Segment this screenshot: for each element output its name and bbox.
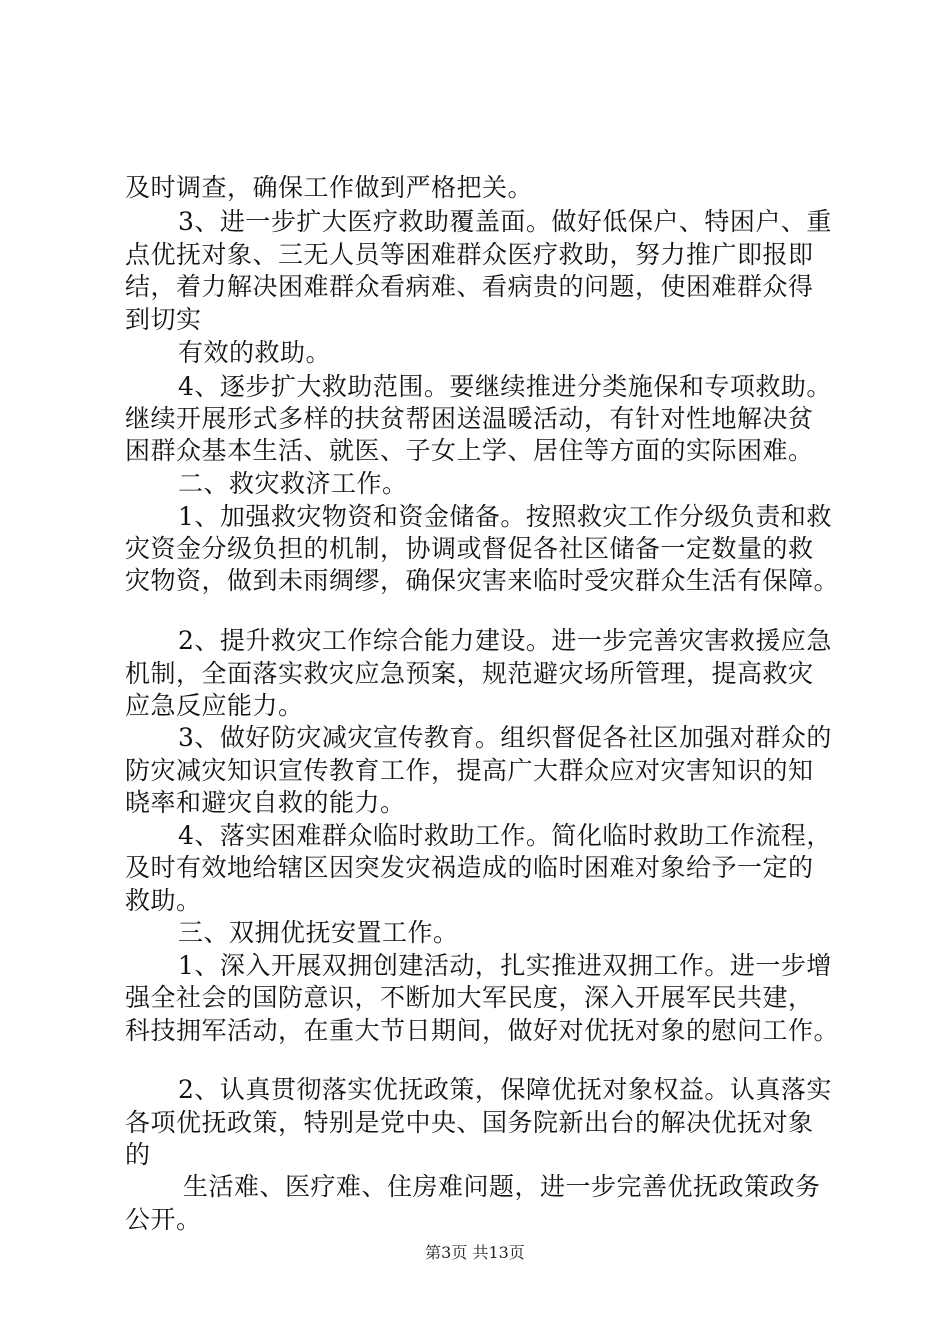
text-line: 3、做好防灾减灾宣传教育。组织督促各社区加强对群众的 bbox=[178, 723, 832, 752]
text-line: 继续开展形式多样的扶贫帮困送温暖活动，有针对性地解决贫 bbox=[125, 404, 814, 433]
text-line: 1、深入开展双拥创建活动，扎实推进双拥工作。进一步增 bbox=[178, 951, 832, 980]
text-line: 灾资金分级负担的机制，协调或督促各社区储备一定数量的救 bbox=[125, 534, 814, 563]
text-line: 3、进一步扩大医疗救助覆盖面。做好低保户、特困户、重 bbox=[178, 207, 832, 236]
text-line: 到切实 bbox=[125, 305, 202, 334]
text-line: 4、逐步扩大救助范围。要继续推进分类施保和专项救助。 bbox=[178, 372, 832, 401]
text-line: 困群众基本生活、就医、子女上学、居住等方面的实际困难。 bbox=[125, 436, 814, 465]
section-heading: 三、双拥优抚安置工作。 bbox=[178, 918, 459, 947]
text-line: 生活难、医疗难、住房难问题，进一步完善优抚政策政务 bbox=[183, 1172, 821, 1201]
text-line: 应急反应能力。 bbox=[125, 691, 304, 720]
text-line: 各项优抚政策，特别是党中央、国务院新出台的解决优抚对象 bbox=[125, 1108, 814, 1137]
section-heading: 二、救灾救济工作。 bbox=[178, 469, 408, 498]
text-line: 点优抚对象、三无人员等困难群众医疗救助，努力推广即报即 bbox=[125, 240, 814, 269]
text-line: 灾物资，做到未雨绸缪，确保灾害来临时受灾群众生活有保障。 bbox=[125, 566, 840, 595]
page-footer: 第3页 共13页 bbox=[425, 1243, 525, 1262]
text-line: 2、提升救灾工作综合能力建设。进一步完善灾害救援应急 bbox=[178, 626, 832, 655]
text-line: 有效的救助。 bbox=[178, 338, 332, 367]
text-line: 1、加强救灾物资和资金储备。按照救灾工作分级负责和救 bbox=[178, 502, 832, 531]
text-line: 防灾减灾知识宣传教育工作，提高广大群众应对灾害知识的知 bbox=[125, 756, 814, 785]
text-line: 晓率和避灾自救的能力。 bbox=[125, 788, 406, 817]
text-line: 公开。 bbox=[125, 1205, 202, 1234]
text-line: 结，着力解决困难群众看病难、看病贵的问题，使困难群众得 bbox=[125, 272, 814, 301]
text-line: 科技拥军活动，在重大节日期间，做好对优抚对象的慰问工作。 bbox=[125, 1016, 840, 1045]
text-line: 2、认真贯彻落实优抚政策，保障优抚对象权益。认真落实 bbox=[178, 1075, 832, 1104]
text-line: 救助。 bbox=[125, 886, 202, 915]
text-line: 及时调查，确保工作做到严格把关。 bbox=[125, 173, 534, 202]
text-line: 强全社会的国防意识，不断加大军民度，深入开展军民共建， bbox=[125, 983, 814, 1012]
text-line: 4、落实困难群众临时救助工作。简化临时救助工作流程， bbox=[178, 821, 832, 850]
text-line: 机制，全面落实救灾应急预案，规范避灾场所管理，提高救灾 bbox=[125, 659, 814, 688]
text-line: 的 bbox=[125, 1140, 151, 1169]
text-line: 及时有效地给辖区因突发灾祸造成的临时困难对象给予一定的 bbox=[125, 853, 814, 882]
